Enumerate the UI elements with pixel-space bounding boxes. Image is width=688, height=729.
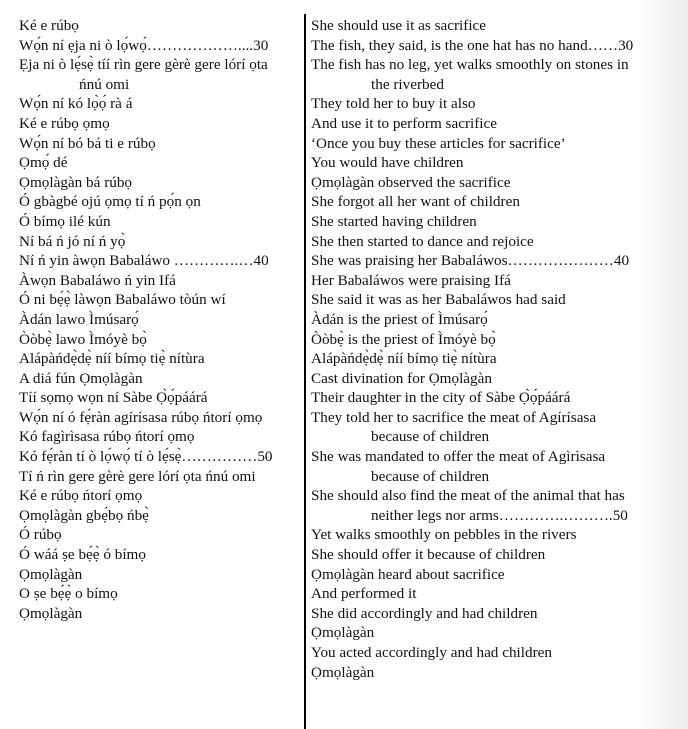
verse-line-text: Ó wáá ṣe bẹ́ẹ̀ ó bímọ [19, 546, 146, 564]
verse-line-text: Tíí sọmọ wọn ní Sàbe Ọ̀ọ́páárá [19, 389, 208, 407]
verse-line [19, 408, 301, 428]
verse-line [311, 310, 681, 330]
verse-line-text: Ní bá ń jó ní ń yọ̀ [19, 232, 126, 250]
verse-line [311, 94, 681, 114]
verse-line-text: Ó bímọ ilé kún [19, 212, 111, 230]
verse-line [19, 251, 301, 271]
verse-line [19, 565, 301, 585]
verse-line-text: Ké e rúbọ ọmọ [19, 114, 110, 132]
verse-line [19, 369, 301, 389]
verse-line [19, 173, 301, 193]
verse-line-text: Ọmọ́ dé [19, 154, 68, 172]
verse-line-text: Ó rúbọ [19, 526, 62, 544]
verse-line-text: She was praising her Babaláwos…………………40 [311, 252, 630, 270]
verse-line [19, 134, 301, 154]
verse-line [311, 55, 681, 94]
verse-line [19, 212, 301, 232]
verse-line-text: She was mandated to offer the meat of Agìrìsasa [311, 448, 606, 466]
verse-line [311, 173, 681, 193]
verse-line-text: The fish, they said, is the one hat has no hand……30 [311, 36, 634, 54]
verse-line [19, 349, 301, 369]
verse-line [19, 330, 301, 350]
verse-line-text: ‘Once you buy these articles for sacrifice’ [311, 134, 566, 152]
verse-line [19, 94, 301, 114]
verse-line [19, 114, 301, 134]
verse-line-text: Alápàńdẹ̀dẹ̀ níí bímọ tiẹ̀ nítùra [311, 350, 497, 368]
verse-line-text: A diá fún Ọmọlàgàn [19, 369, 143, 387]
verse-line [311, 232, 681, 252]
verse-line [311, 290, 681, 310]
verse-line [19, 467, 301, 487]
verse-line-text: Ọmọlàgàn observed the sacrifice [311, 173, 511, 191]
verse-line-text: Òòbẹ̀ is the priest of Ìmóyè bọ̀ [311, 330, 496, 348]
verse-line-text: She said it was as her Babaláwos had said [311, 291, 566, 309]
verse-line-text: Her Babaláwos were praising Ifá [311, 271, 511, 289]
verse-line-text: They told her to buy it also [311, 95, 476, 113]
verse-line-text: Ọmọlàgàn [311, 663, 375, 681]
verse-line-text: She should offer it because of children [311, 546, 546, 564]
verse-line [311, 545, 681, 565]
verse-line [19, 153, 301, 173]
verse-line [311, 212, 681, 232]
verse-line [311, 525, 681, 545]
verse-line [311, 486, 681, 525]
verse-line-text: Ọmọlàgàn gbẹ́bọ ńbẹ̀ [19, 506, 149, 524]
verse-line [311, 134, 681, 154]
verse-line [311, 663, 681, 683]
verse-line [311, 271, 681, 291]
verse-line-text: Ọmọlàgàn [19, 565, 83, 583]
column-divider [304, 14, 306, 729]
verse-line-text: Kó fẹ́ràn tí ò lọ́wọ́ tí ò lẹ́sẹ̀……………50 [19, 448, 273, 466]
verse-line-continuation: neither legs nor arms………….……….50 [371, 506, 628, 524]
verse-line-text: She started having children [311, 212, 477, 230]
verse-line [19, 427, 301, 447]
yoruba-verse-column [19, 16, 301, 623]
verse-line [311, 16, 681, 36]
verse-line [19, 584, 301, 604]
verse-line-text: Ó ni bẹ́ẹ̀ làwọn Babaláwo tòún wí [19, 291, 226, 309]
verse-line [311, 349, 681, 369]
verse-line [311, 369, 681, 389]
verse-line [19, 232, 301, 252]
verse-line-text: Ọmọlàgàn [311, 624, 375, 642]
verse-line-text: The fish has no leg, yet walks smoothly on stones in [311, 56, 629, 74]
verse-line [19, 486, 301, 506]
verse-line-text: Ẹja ni ò lẹ́sẹ̀ tíí rìn gere gèrè gere lórí ọta [19, 56, 268, 74]
verse-line [19, 506, 301, 526]
verse-line [19, 545, 301, 565]
verse-line-text: Ọmọlàgàn [19, 604, 83, 622]
verse-line-text: She did accordingly and had children [311, 604, 538, 622]
verse-line [311, 330, 681, 350]
verse-line [19, 525, 301, 545]
verse-line [311, 114, 681, 134]
verse-line-text: Ní ń yin àwọn Babaláwo ………….…40 [19, 252, 269, 270]
verse-line-text: Ọmọlàgàn bá rúbọ [19, 173, 133, 191]
verse-line [19, 192, 301, 212]
verse-line [311, 192, 681, 212]
verse-line-text: She should also find the meat of the animal that has [311, 487, 625, 505]
verse-line-text: You acted accordingly and had children [311, 644, 552, 661]
verse-line-text: Wọ́n ní bó bá ti e rúbọ [19, 134, 156, 152]
verse-line-text: Wọ́n ní ó fẹ́ràn agírísasa rúbọ ńtorí ọmọ [19, 408, 263, 426]
verse-line [311, 388, 681, 408]
verse-line [311, 447, 681, 486]
verse-line-continuation: because of children [371, 467, 490, 485]
verse-line [311, 408, 681, 447]
verse-line-text: O ṣe bẹ́ẹ̀ o bímọ [19, 585, 118, 603]
verse-line-continuation: the riverbed [371, 75, 444, 93]
verse-line [19, 290, 301, 310]
verse-line [19, 36, 301, 56]
verse-line [311, 643, 681, 663]
verse-line-text: Àdán lawo Ìmúsarọ́ [19, 310, 139, 328]
verse-line-text: Ké e rúbọ [19, 17, 79, 34]
verse-line-text: Wọ́n ní ẹja ni ò lọ́wọ́………………....30 [19, 36, 269, 54]
verse-line [19, 447, 301, 467]
verse-line-text: Kó fagìrìsasa rúbọ ńtorí ọmọ [19, 428, 195, 446]
verse-line-text: Tí ń rìn gere gèrè gere lórí ọta ńnú omi [19, 467, 256, 485]
verse-line-text: Ké e rúbọ ńtorí ọmọ [19, 487, 143, 505]
verse-line-continuation: because of children [371, 428, 490, 446]
verse-line-text: Ọmọlàgàn heard about sacrifice [311, 565, 505, 583]
verse-line-text: Wọ́n ní kó lọ̀ọ́ rà á [19, 95, 133, 113]
verse-line-text: They told her to sacrifice the meat of Agírísasa [311, 408, 597, 426]
verse-line-text: Yet walks smoothly on pebbles in the rivers [311, 526, 577, 544]
verse-line-text: And performed it [311, 585, 417, 603]
verse-line [311, 604, 681, 624]
verse-line-text: Ó gbàgbé ojú ọmọ tí ń pọ́n ọn [19, 193, 201, 211]
verse-line-text: You would have children [311, 154, 464, 172]
verse-line-text: Àwọn Babaláwo ń yin Ifá [19, 271, 176, 289]
verse-line-continuation: ńnú omi [79, 75, 130, 93]
verse-line [311, 623, 681, 643]
verse-line-text: She then started to dance and rejoice [311, 232, 534, 250]
verse-line-text: She should use it as sacrifice [311, 17, 487, 34]
verse-line-text: Àdán is the priest of Ìmúsarọ́ [311, 310, 488, 328]
verse-line [311, 584, 681, 604]
verse-line-text: Alápàńdẹ̀dẹ̀ níí bímọ tiẹ̀ nítùra [19, 350, 205, 368]
verse-line [311, 565, 681, 585]
verse-line [311, 251, 681, 271]
verse-line-text: Their daughter in the city of Sàbe Ọ̀ọ́páárá [311, 389, 571, 407]
verse-line [19, 310, 301, 330]
verse-line-text: Òòbẹ̀ lawo Ìmóyè bọ̀ [19, 330, 147, 348]
verse-line [311, 36, 681, 56]
verse-line-text: Cast divination for Ọmọlàgàn [311, 369, 492, 387]
verse-line [19, 604, 301, 624]
verse-line [19, 271, 301, 291]
verse-line [311, 153, 681, 173]
english-translation-column [311, 16, 681, 682]
verse-line-text: She forgot all her want of children [311, 193, 520, 211]
verse-line-text: And use it to perform sacrifice [311, 114, 497, 132]
verse-line [19, 55, 301, 94]
verse-line [19, 16, 301, 36]
verse-line [19, 388, 301, 408]
